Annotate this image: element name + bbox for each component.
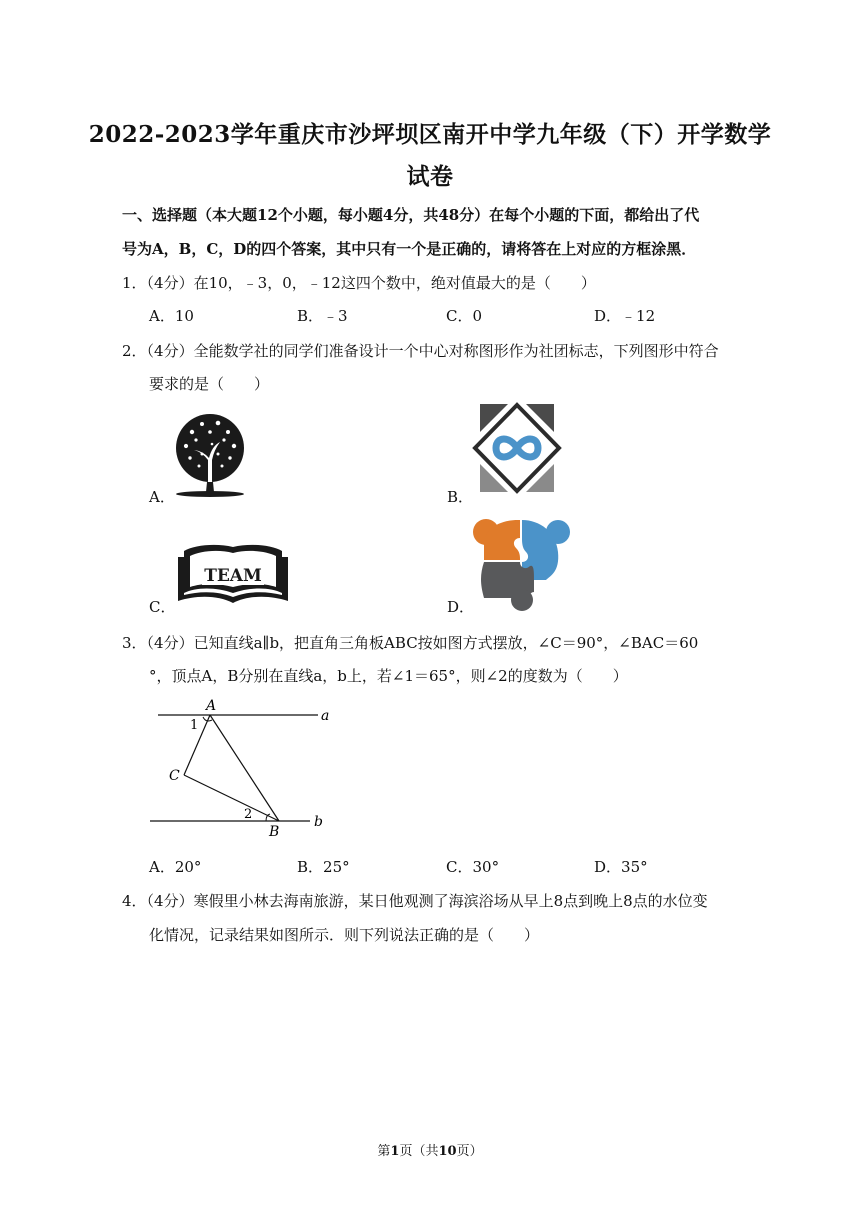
question-2-option-b: B． (447, 488, 474, 506)
section-header-continued: 号为A，B，C，D的四个答案，其中只有一个是正确的，请将答在上对应的方框涂黑． (122, 240, 697, 258)
vertex-c-label: C (169, 768, 180, 784)
question-4-text-continued: 化情况，记录结果如图所示．则下列说法正确的是（ ） (149, 926, 540, 944)
question-2-text: 2．（4分）全能数学社的同学们准备设计一个中心对称图形作为社团标志，下列图形中符合 (122, 342, 719, 360)
vertex-b-label: B (269, 824, 280, 840)
infinity-logo-figure (472, 402, 562, 494)
question-1-option-c: C．0 (446, 307, 483, 325)
parallel-lines-triangle-figure (148, 696, 338, 840)
angle-1-label: 1 (190, 718, 199, 733)
vertex-a-label: A (206, 698, 217, 714)
team-label: TEAM (204, 566, 262, 586)
side-cb (184, 775, 279, 821)
angle-1-arc (203, 717, 212, 721)
question-2-option-a: A． (149, 488, 175, 506)
angle-2-label: 2 (244, 807, 253, 822)
question-2-text-continued: 要求的是（ ） (149, 375, 270, 393)
question-1-option-b: B．﹣3 (297, 307, 348, 325)
page-title: 2022-2023学年重庆市沙坪坝区南开中学九年级（下）开学数学 (88, 121, 772, 148)
question-3-text-continued: °，顶点A，B分别在直线a，b上，若∠1＝65°，则∠2的度数为（ ） (149, 667, 628, 685)
question-2-option-c: C． (149, 598, 176, 616)
section-header: 一、选择题（本大题12个小题，每小题4分，共48分）在每个小题的下面，都给出了代 (122, 206, 700, 224)
question-3-option-c: C．30° (446, 858, 500, 876)
line-b-label: b (314, 814, 323, 830)
question-1-option-d: D．﹣12 (594, 307, 656, 325)
puzzle-figure (470, 514, 574, 612)
question-3-text: 3．（4分）已知直线a∥b，把直角三角板ABC按如图方式摆放，∠C＝90°，∠BAC＝60 (122, 634, 699, 652)
tree-figure (172, 410, 248, 500)
current-page-number: 1 (390, 1144, 400, 1159)
question-3-option-b: B．25° (297, 858, 350, 876)
question-1-text: 1．（4分）在10，﹣3，0，﹣12这四个数中，绝对值最大的是（ ） (122, 274, 596, 292)
total-pages: 10 (438, 1144, 457, 1159)
question-3-option-d: D．35° (594, 858, 648, 876)
question-3-option-a: A．20° (149, 858, 202, 876)
question-1-option-a: A．10 (149, 307, 194, 325)
question-4-text: 4．（4分）寒假里小林去海南旅游，某日他观测了海滨浴场从早上8点到晚上8点的水位变 (122, 892, 708, 910)
question-2-option-d: D． (447, 598, 475, 616)
line-a-label: a (321, 708, 330, 724)
team-book-figure (176, 543, 290, 607)
side-ab (210, 715, 279, 821)
page-footer: 第1页（共10页） (377, 1144, 483, 1159)
page-title-continued: 试卷 (406, 163, 454, 190)
